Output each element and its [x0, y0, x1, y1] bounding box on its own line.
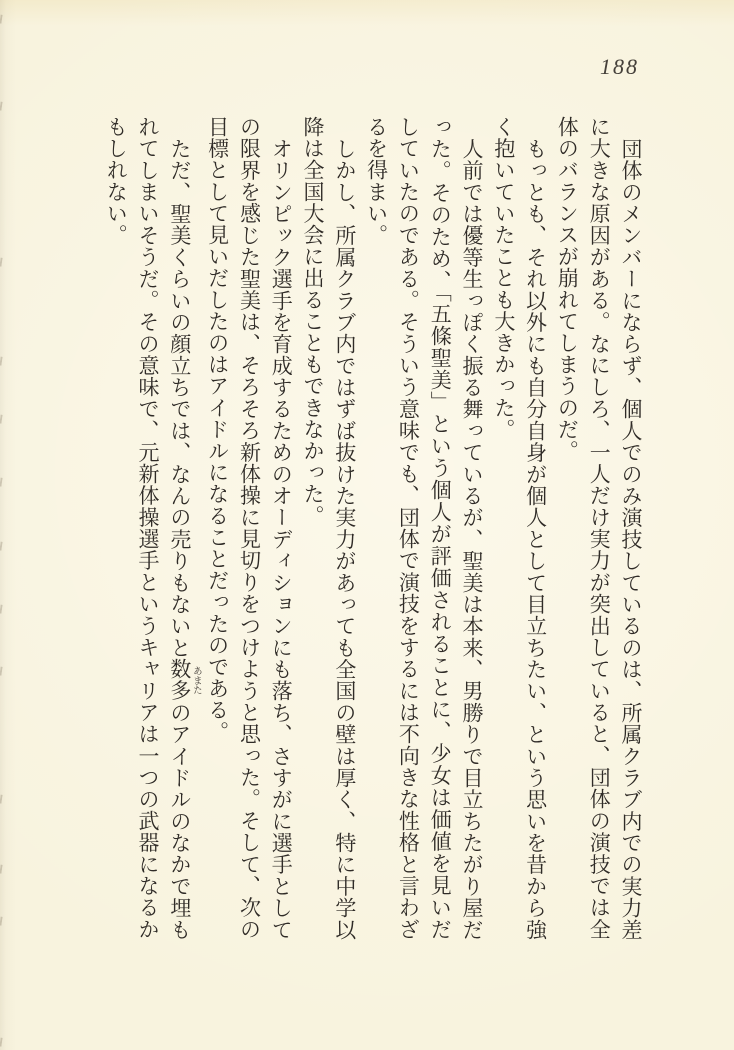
page-edge-mark [0, 667, 8, 677]
page-edge-mark [0, 865, 8, 875]
page-edge-mark [0, 605, 8, 615]
page-edge-mark [0, 917, 8, 927]
page-edge-mark [0, 1038, 8, 1048]
page-edge-mark [0, 102, 8, 112]
page-edge-mark [0, 542, 8, 552]
furigana-term: 数多 あまた [167, 658, 201, 702]
paragraph-4: しかし、所属クラブ内ではずば抜けた実力があっても全国の壁は厚く、特に中学以降は全国大会に出ることもできなかった。 [301, 116, 357, 940]
page-edge-mark [0, 258, 8, 268]
page-number: 188 [600, 54, 639, 79]
page-edge-mark [0, 415, 8, 425]
page-edge-mark [0, 357, 8, 367]
paragraph-2: もっとも、それ以外にも自分自身が個人として目立ちたい、という思いを昔から強く抱いていたことも大きかった。 [491, 116, 548, 940]
page-edge-mark [0, 15, 8, 25]
paragraph-5: オリンピック選手を育成するためのオーディションにも落ち、さすがに選手としての限界を感じた聖美は、そろそろ新体操に見切りをつけようと思った。そして、次の目標として見いだしたのはアイドルになることだったのである。 [205, 116, 294, 940]
paragraph-1: 団体のメンバーにならず、個人でのみ演技しているのは、所属クラブ内での実力差に大きな原因がある。なにしろ、一人だけ実力が突出していると、団体の演技では全体のバランスが崩れてしまうのだ。 [555, 116, 643, 940]
page-edge-mark [0, 478, 8, 488]
page-edge-mark [0, 795, 8, 805]
paragraph-3: 人前では優等生っぽく振る舞っているが、聖美は本来、男勝りで目立ちたがり屋だった。そのため、「五條聖美」という個人が評価されることに、少女は価値を見いだしていたのである。そういう意味でも、団体で演技をするには不向きな性格と言わざるを得まい。 [364, 116, 485, 940]
paragraph-6: ただ、聖美くらいの顔立ちでは、なんの売りもないと数多 あまたのアイドルのなかで埋もれてしまいそうだ。その意味で、元新体操選手というキャリアは一つの武器になるかもしれない。 [104, 116, 201, 941]
text-block [104, 116, 646, 940]
